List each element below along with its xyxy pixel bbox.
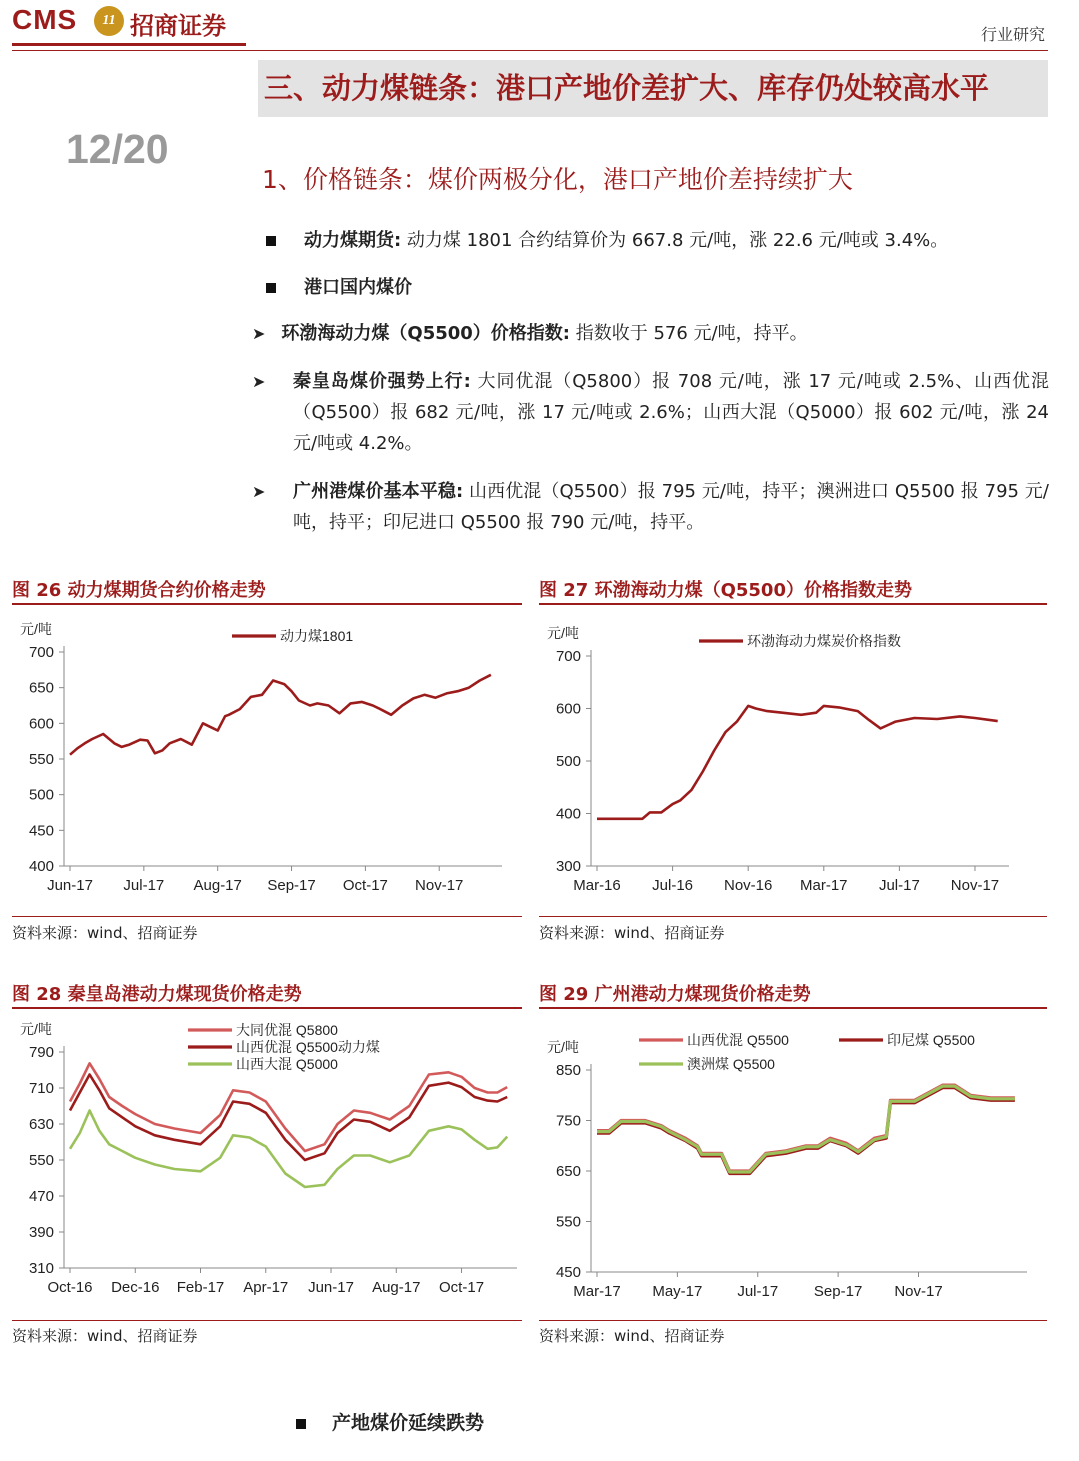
y-tick-label: 650 — [555, 1163, 581, 1180]
x-tick-label: Nov-17 — [950, 877, 1000, 894]
chart-bohai-index — [539, 606, 1047, 912]
x-tick-label: Oct-17 — [342, 877, 388, 894]
text-futures: 动力煤 1801 合约结算价为 667.8 元/吨，涨 22.6 元/吨或 3.4%。 — [401, 230, 949, 251]
y-tick-label: 450 — [28, 822, 54, 840]
x-tick-label: Oct-17 — [439, 1279, 485, 1296]
arrow-bullet-icon: ➤ — [252, 372, 266, 391]
y-tick-label: 390 — [28, 1224, 54, 1241]
paragraph-qinhuangdao — [293, 366, 1049, 459]
y-tick-label: 850 — [555, 1062, 581, 1079]
figure-28-rule — [12, 1007, 522, 1009]
y-tick-label: 500 — [28, 786, 54, 804]
label-bohai-index: 环渤海动力煤（Q5500）价格指数: — [281, 323, 571, 344]
figure-27-source: 资料来源：wind、招商证券 — [539, 924, 725, 942]
x-tick-label: Mar-17 — [800, 877, 848, 894]
x-tick-label: Jul-17 — [123, 877, 165, 894]
y-tick-label: 710 — [28, 1080, 54, 1097]
figure-29-source: 资料来源：wind、招商证券 — [539, 1327, 725, 1345]
label-qinhuangdao: 秦皇岛煤价强势上行: — [293, 371, 471, 392]
label-guangzhou: 广州港煤价基本平稳: — [293, 481, 464, 502]
x-tick-label: Feb-17 — [176, 1279, 225, 1296]
square-bullet-icon — [296, 1419, 306, 1429]
text-qinhuangdao: 大同优混（Q5800）报 708 元/吨，涨 17 元/吨或 2.5%、山西优混（Q5500）报 682 元/吨，涨 17 元/吨或 2.6%；山西大混（Q5000）报 602 元/吨，涨 24 元/吨或 4.2%。 — [293, 371, 1049, 454]
legend-label: 环渤海动力煤炭价格指数 — [747, 633, 901, 649]
y-tick-label: 500 — [555, 753, 581, 770]
figure-28-title: 图 28 秦皇岛港动力煤现货价格走势 — [12, 984, 302, 1005]
figure-29-bottom-rule — [539, 1320, 1047, 1321]
x-tick-label: Sep-17 — [813, 1283, 863, 1300]
chart-guangzhou — [539, 1010, 1047, 1316]
y-unit-label: 元/吨 — [20, 621, 52, 637]
legend-label: 澳洲煤 Q5500 — [687, 1056, 775, 1072]
legend-label: 大同优混 Q5800 — [236, 1022, 338, 1038]
chart-qinhuangdao — [12, 1010, 522, 1316]
x-tick-label: Nov-16 — [724, 877, 773, 894]
x-tick-label: May-17 — [652, 1283, 703, 1300]
y-tick-label: 700 — [555, 648, 581, 665]
page-number: 12/20 — [66, 126, 169, 172]
series-line-0 — [70, 1063, 507, 1151]
x-tick-label: Jul-16 — [652, 877, 694, 894]
figure-27-bottom-rule — [539, 916, 1047, 917]
arrow-bullet-icon: ➤ — [252, 324, 266, 343]
paragraph-guangzhou — [293, 476, 1049, 538]
logo-cn: 招商证券 — [130, 12, 226, 40]
series-line-2 — [70, 1111, 507, 1188]
paragraph-bohai-index — [252, 318, 808, 349]
figure-28-source: 资料来源：wind、招商证券 — [12, 1327, 198, 1345]
logo-mark-icon: 11 — [94, 6, 124, 36]
y-tick-label: 600 — [555, 700, 581, 718]
x-tick-label: Sep-17 — [267, 877, 316, 894]
arrow-bullet-icon: ➤ — [252, 482, 266, 501]
legend-label: 山西优混 Q5500 — [687, 1032, 789, 1048]
y-tick-label: 400 — [555, 805, 581, 823]
figure-26-source: 资料来源：wind、招商证券 — [12, 924, 198, 942]
y-tick-label: 600 — [28, 715, 54, 733]
figure-26-bottom-rule — [12, 916, 522, 917]
paragraph-futures — [266, 225, 1056, 256]
y-unit-label: 元/吨 — [547, 625, 579, 641]
figure-28-bottom-rule — [12, 1320, 522, 1321]
y-tick-label: 750 — [555, 1112, 581, 1130]
x-tick-label: Aug-17 — [193, 877, 242, 894]
y-tick-label: 450 — [555, 1264, 581, 1281]
y-tick-label: 700 — [28, 644, 54, 661]
y-tick-label: 550 — [555, 1213, 581, 1231]
series-line-1 — [70, 1075, 507, 1161]
bottom-bullet — [296, 1408, 484, 1435]
legend-label: 山西优混 Q5500动力煤 — [236, 1039, 380, 1055]
y-tick-label: 790 — [28, 1044, 54, 1061]
x-tick-label: Mar-17 — [573, 1283, 621, 1300]
y-tick-label: 550 — [28, 1152, 54, 1169]
figure-29-title: 图 29 广州港动力煤现货价格走势 — [539, 984, 811, 1005]
y-unit-label: 元/吨 — [20, 1021, 52, 1037]
y-tick-label: 310 — [28, 1260, 54, 1277]
label-futures: 动力煤期货: — [304, 230, 402, 251]
y-tick-label: 300 — [555, 858, 581, 875]
x-tick-label: Jul-17 — [737, 1283, 779, 1300]
y-tick-label: 470 — [28, 1188, 54, 1205]
y-tick-label: 550 — [28, 751, 54, 768]
y-unit-label: 元/吨 — [547, 1039, 579, 1055]
x-tick-label: Dec-16 — [111, 1279, 160, 1296]
series-line-1 — [597, 1088, 1015, 1174]
square-bullet-icon — [266, 283, 276, 293]
x-tick-label: Jun-17 — [47, 877, 93, 894]
sub-title: 1、价格链条：煤价两极分化，港口产地价差持续扩大 — [262, 165, 853, 194]
figure-26-title: 图 26 动力煤期货合约价格走势 — [12, 580, 266, 601]
paragraph-port-price — [266, 272, 412, 303]
figure-27-title: 图 27 环渤海动力煤（Q5500）价格指数走势 — [539, 580, 912, 601]
x-tick-label: Nov-17 — [894, 1283, 943, 1300]
x-tick-label: Jun-17 — [308, 1279, 354, 1296]
figure-27-rule — [539, 603, 1047, 605]
series-line-0 — [597, 706, 998, 819]
x-tick-label: Apr-17 — [243, 1279, 289, 1296]
y-tick-label: 650 — [28, 679, 54, 697]
logo-cms: CMS — [12, 4, 78, 35]
x-tick-label: Jul-17 — [878, 877, 920, 894]
x-tick-label: Aug-17 — [372, 1279, 421, 1296]
square-bullet-icon — [266, 236, 276, 246]
chart-futures — [12, 606, 522, 912]
figure-29-rule — [539, 1007, 1047, 1009]
report-category: 行业研究 — [980, 25, 1045, 44]
text-bohai-index: 指数收于 576 元/吨，持平。 — [570, 323, 808, 344]
bottom-bullet-text: 产地煤价延续跌势 — [332, 1412, 485, 1434]
text-guangzhou: 山西优混（Q5500）报 795 元/吨，持平；澳洲进口 Q5500 报 795 元/吨，持平；印尼进口 Q5500 报 790 元/吨，持平。 — [293, 481, 1049, 533]
legend-label: 印尼煤 Q5500 — [887, 1032, 975, 1048]
series-line-0 — [70, 675, 491, 755]
x-tick-label: Oct-16 — [47, 1279, 93, 1296]
legend-label: 山西大混 Q5000 — [236, 1056, 338, 1072]
label-port-price: 港口国内煤价 — [304, 277, 412, 298]
y-tick-label: 630 — [28, 1116, 54, 1133]
figure-26-rule — [12, 603, 522, 605]
x-tick-label: Nov-17 — [415, 877, 464, 894]
legend-label: 动力煤1801 — [280, 628, 354, 644]
header-rule — [12, 43, 246, 46]
section-title: 三、动力煤链条：港口产地价差扩大、库存仍处较高水平 — [264, 71, 990, 105]
header-divider — [12, 50, 1048, 51]
x-tick-label: Mar-16 — [573, 877, 621, 894]
y-tick-label: 400 — [28, 858, 54, 875]
